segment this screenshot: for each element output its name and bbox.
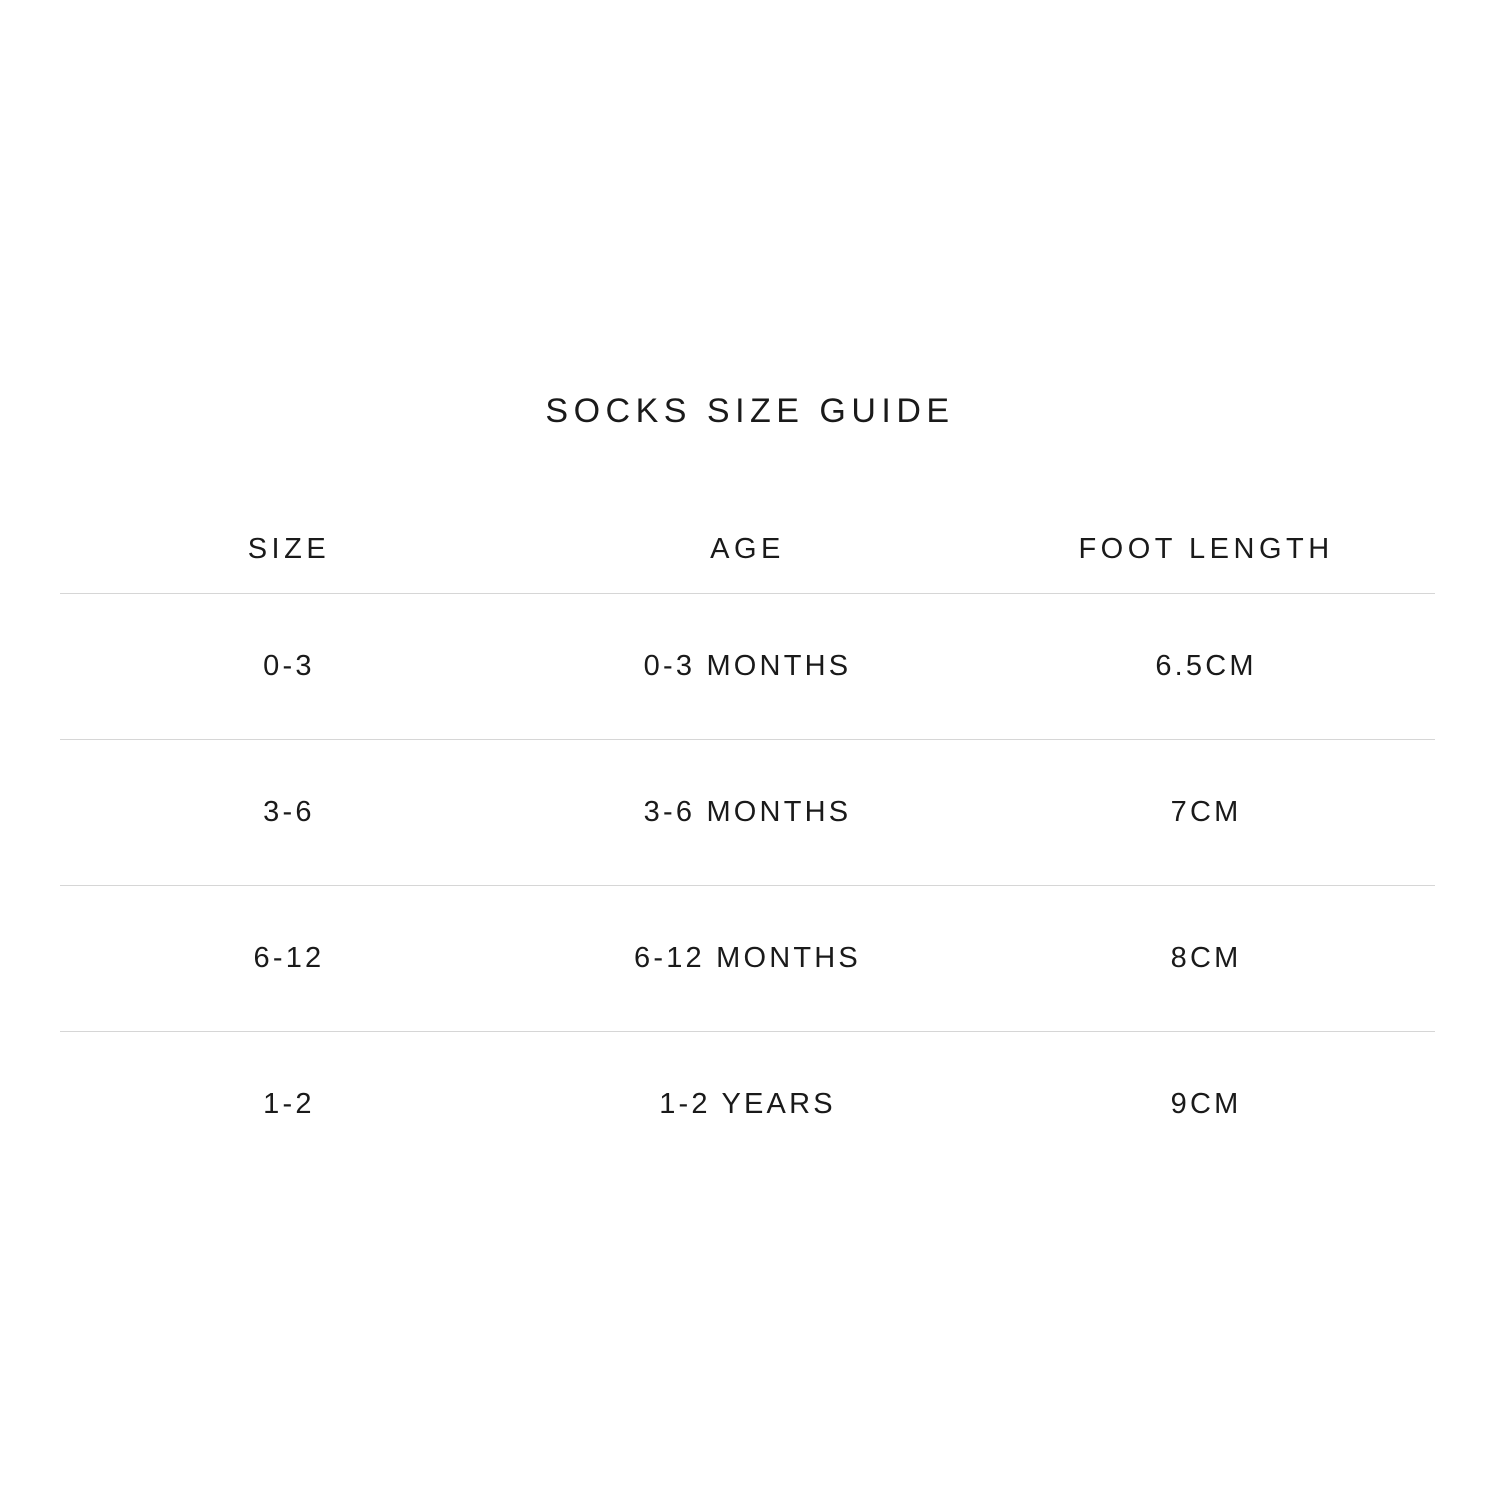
table-row [60, 886, 1435, 1032]
column-header-size: SIZE [60, 505, 518, 594]
cell-size: 6-12 [60, 886, 518, 1032]
table-header-row [60, 505, 1435, 594]
cell-size: 0-3 [60, 594, 518, 740]
cell-age: 3-6 MONTHS [518, 740, 977, 886]
cell-age: 1-2 YEARS [659, 1088, 836, 1120]
column-header-foot-length: FOOT LENGTH [977, 505, 1435, 594]
column-header-age: AGE [518, 505, 977, 594]
cell-size: 3-6 [60, 740, 518, 886]
table-header [60, 505, 1435, 594]
table-row [60, 594, 1435, 740]
page-title: SOCKS SIZE GUIDE [545, 392, 955, 430]
cell-foot-length: 6.5CM [977, 594, 1435, 740]
cell-age: 0-3 MONTHS [518, 594, 977, 740]
cell-foot-length: 8CM [977, 886, 1435, 1032]
cell-age: 6-12 MONTHS [518, 886, 977, 1032]
size-table-container [60, 505, 1435, 1177]
table-row [60, 740, 1435, 886]
table-body [60, 594, 1435, 1178]
size-guide-table [60, 505, 1435, 1177]
cell-size: 1-2 [263, 1088, 315, 1120]
cell-foot-length: 7CM [977, 740, 1435, 886]
table-row [60, 1032, 1435, 1178]
cell-foot-length: 9CM [1170, 1088, 1242, 1120]
